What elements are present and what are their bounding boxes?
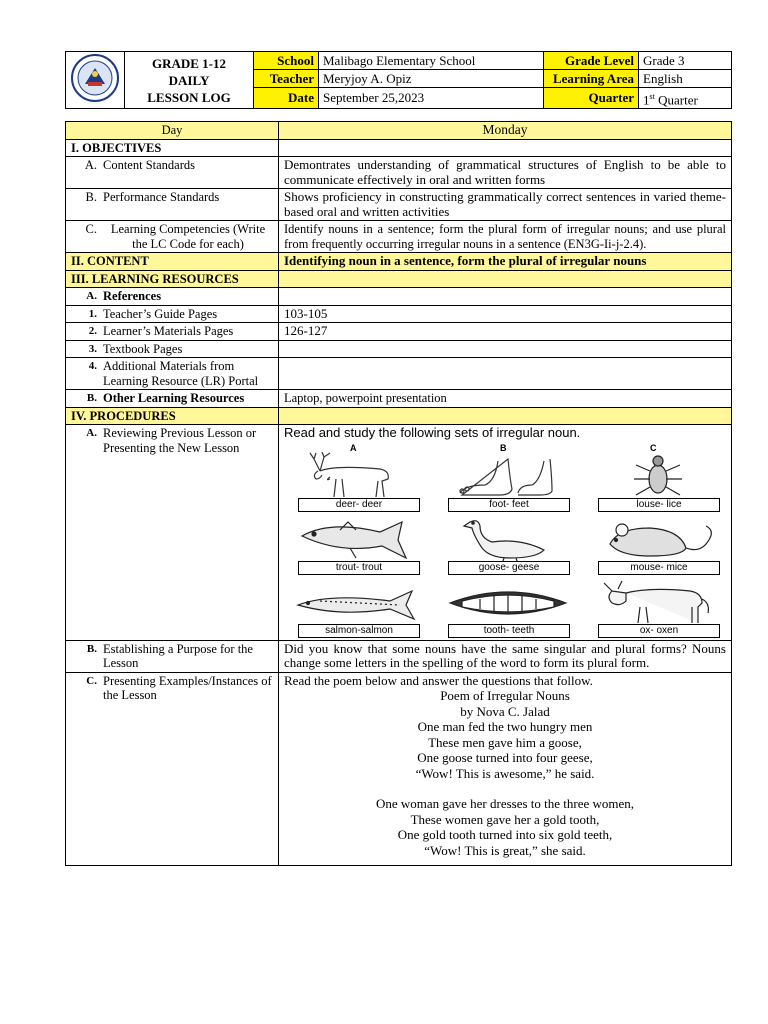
picture-label: salmon-salmon xyxy=(298,624,420,638)
day-value: Monday xyxy=(279,122,732,140)
title-line-2: DAILY xyxy=(168,72,210,88)
picture-foot: B foot- feet xyxy=(440,451,576,514)
learning-area-label: Learning Area xyxy=(544,70,639,88)
picture-label: foot- feet xyxy=(448,498,570,512)
performance-standards-label: B. Performance Standards xyxy=(66,189,279,221)
poem-line: One goose turned into four geese, xyxy=(417,750,593,765)
picture-ox xyxy=(590,577,726,640)
grade-level-label: Grade Level xyxy=(544,52,639,70)
poem-line: One man fed the two hungry men xyxy=(417,719,593,734)
trout-icon xyxy=(290,514,426,566)
other-resources-label: B. Other Learning Resources xyxy=(66,390,279,408)
textbook-pages-label: 3. Textbook Pages xyxy=(66,340,279,358)
teachers-guide-label: 1. Teacher’s Guide Pages xyxy=(66,305,279,323)
poem-line: “Wow! This is great,” she said. xyxy=(424,842,586,858)
picture-goose xyxy=(440,514,576,577)
content-value: Identifying noun in a sentence, form the plural of irregular nouns xyxy=(279,253,732,271)
title-line-1: GRADE 1-12 xyxy=(151,55,227,71)
poem-line: One gold tooth turned into six gold teeth, xyxy=(397,827,613,842)
poem-intro: Read the poem below and answer the questions that follow. xyxy=(284,672,593,688)
picture-louse: C louse- lice xyxy=(590,451,726,514)
poem-line: These women gave her a gold tooth, xyxy=(410,811,600,827)
poem-cell xyxy=(279,672,732,865)
content-title: II. CONTENT xyxy=(66,253,279,271)
picture-trout xyxy=(290,514,426,577)
school-label: School xyxy=(254,52,319,70)
quarter-label: Quarter xyxy=(544,88,639,109)
objectives-title: I. OBJECTIVES xyxy=(66,139,279,157)
content-standards-label: A. Content Standards xyxy=(66,157,279,189)
poem-line: One woman gave her dresses to the three women, xyxy=(375,796,635,811)
deer-icon xyxy=(290,451,426,501)
picture-label: ox- oxen xyxy=(598,624,720,638)
picture-label: tooth- teeth xyxy=(448,624,570,638)
louse-icon xyxy=(590,451,726,501)
mouse-icon xyxy=(590,514,726,566)
references-label: A. References xyxy=(66,288,279,306)
school-value: Malibago Elementary School xyxy=(319,52,544,70)
establishing-purpose-label: B. Establishing a Purpose for the Lesson xyxy=(66,640,279,672)
picture-deer: A deer- deer xyxy=(290,451,426,514)
salmon-icon xyxy=(290,577,426,629)
establishing-purpose-value: Did you know that some nouns have the same singular and plural forms? Nouns change some letters in the spelling of the word to form its plural form. xyxy=(279,640,732,672)
ox-icon xyxy=(590,577,726,629)
learning-competencies-label: C. Learning Competencies (Write the LC Code for each) xyxy=(66,221,279,253)
teacher-label: Teacher xyxy=(254,70,319,88)
learning-resources-title: III. LEARNING RESOURCES xyxy=(66,270,279,288)
poem-line: “Wow! This is awesome,” he said. xyxy=(415,765,595,781)
content-standards-value: Demontrates understanding of grammatical structures of English to be able to communicate effectively in oral and written forms xyxy=(279,157,732,189)
grade-level-value: Grade 3 xyxy=(639,52,732,70)
picture-salmon xyxy=(290,577,426,640)
picture-label: louse- lice xyxy=(598,498,720,512)
poem-title: Poem of Irregular Nouns xyxy=(440,688,570,703)
learning-area-value: English xyxy=(639,70,732,88)
procedures-title: IV. PROCEDURES xyxy=(66,407,279,425)
teacher-value: Meryjoy A. Opiz xyxy=(319,70,544,88)
date-label: Date xyxy=(254,88,319,109)
lesson-table xyxy=(65,121,732,866)
poem-author: by Nova C. Jalad xyxy=(460,703,550,719)
goose-icon xyxy=(440,514,576,566)
picture-mouse xyxy=(590,514,726,577)
other-resources-value: Laptop, powerpoint presentation xyxy=(279,390,732,408)
header-table xyxy=(65,51,732,109)
learning-competencies-value: Identify nouns in a sentence; form the plural form of irregular nouns; and use plural from frequently occurring irregular nouns in a sentence (EN3G-Ii-j-2.4). xyxy=(279,221,732,253)
irregular-noun-pictures xyxy=(279,425,732,641)
tooth-icon xyxy=(440,577,576,629)
lr-portal-label: 4. Additional Materials from Learning Resource (LR) Portal xyxy=(66,358,279,390)
poem-line: These men gave him a goose, xyxy=(428,734,582,750)
deped-seal xyxy=(66,52,125,109)
picture-tooth xyxy=(440,577,576,640)
learners-materials-label: 2. Learner’s Materials Pages xyxy=(66,323,279,341)
picture-label: deer- deer xyxy=(298,498,420,512)
picture-grid xyxy=(290,442,726,640)
title-line-3: LESSON LOG xyxy=(147,89,231,105)
picture-label: goose- geese xyxy=(448,561,570,575)
log-title xyxy=(125,52,254,109)
reviewing-lesson-label: A. Reviewing Previous Lesson or Presenting the New Lesson xyxy=(66,425,279,641)
picture-label: trout- trout xyxy=(298,561,420,575)
quarter-value: 1st Quarter xyxy=(639,88,732,109)
teachers-guide-value: 103-105 xyxy=(279,305,732,323)
presenting-examples-label: C. Presenting Examples/Instances of the Lesson xyxy=(66,672,279,865)
performance-standards-value: Shows proficiency in constructing grammatically correct sentences in varied theme-based oral and written activities xyxy=(279,189,732,221)
picture-label: mouse- mice xyxy=(598,561,720,575)
pictures-intro: Read and study the following sets of irregular noun. xyxy=(284,425,581,440)
date-value: September 25,2023 xyxy=(319,88,544,109)
foot-icon xyxy=(440,451,576,501)
day-label: Day xyxy=(66,122,279,140)
deped-seal-icon xyxy=(66,52,124,104)
learners-materials-value: 126-127 xyxy=(279,323,732,341)
